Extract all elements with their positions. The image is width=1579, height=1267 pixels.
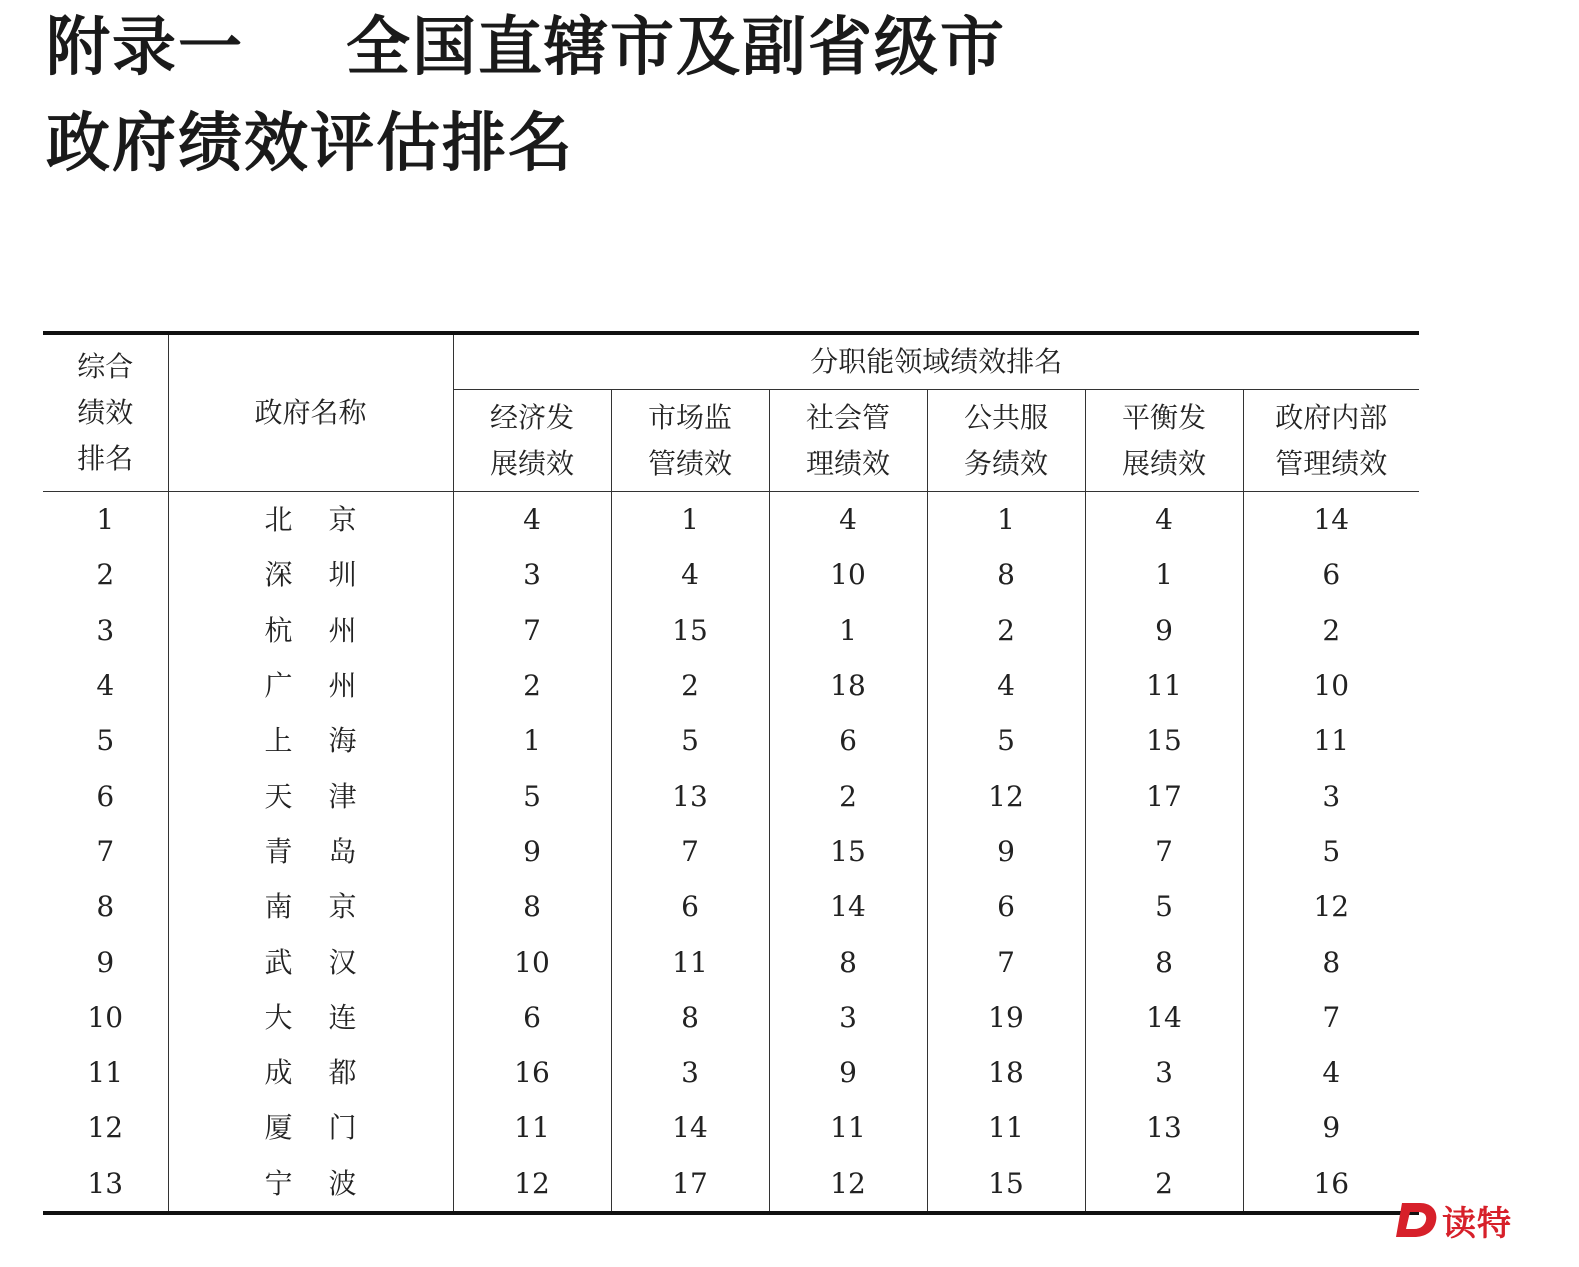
title-main: 全国直辖市及副省级市 bbox=[346, 11, 1006, 85]
government-name-cell: 深圳 bbox=[168, 547, 453, 602]
overall-rank-cell: 1 bbox=[43, 492, 168, 548]
dimension-rank-cell: 3 bbox=[1085, 1045, 1243, 1100]
dimension-rank-cell: 14 bbox=[769, 879, 927, 934]
table-row bbox=[43, 768, 1419, 823]
dimension-rank-cell: 8 bbox=[611, 990, 769, 1045]
overall-rank-cell: 2 bbox=[43, 547, 168, 602]
dimension-rank-cell: 2 bbox=[1085, 1156, 1243, 1213]
table-row bbox=[43, 1100, 1419, 1155]
dimension-rank-cell: 5 bbox=[1085, 879, 1243, 934]
table-body bbox=[43, 492, 1419, 1213]
dimension-rank-cell: 4 bbox=[769, 492, 927, 548]
table-row bbox=[43, 603, 1419, 658]
government-name-cell: 宁波 bbox=[168, 1156, 453, 1213]
dute-watermark bbox=[1396, 1194, 1536, 1246]
table-row bbox=[43, 1156, 1419, 1213]
table-row bbox=[43, 658, 1419, 713]
ranking-table-container bbox=[43, 331, 1419, 1215]
overall-rank-cell: 9 bbox=[43, 934, 168, 989]
dimension-rank-cell: 17 bbox=[611, 1156, 769, 1213]
dimension-rank-cell: 6 bbox=[1322, 558, 1341, 592]
dimension-rank-cell: 2 bbox=[769, 768, 927, 823]
dimension-rank-cell: 2 bbox=[1322, 613, 1341, 647]
dimension-rank-cell: 19 bbox=[927, 990, 1085, 1045]
overall-rank-cell: 10 bbox=[43, 990, 168, 1045]
government-name-cell: 成都 bbox=[168, 1045, 453, 1100]
government-name-cell: 上海 bbox=[168, 713, 453, 768]
dimension-rank-cell: 9 bbox=[453, 824, 611, 879]
government-name-cell: 南京 bbox=[168, 879, 453, 934]
government-name-cell: 大连 bbox=[168, 990, 453, 1045]
overall-rank-cell: 5 bbox=[43, 713, 168, 768]
government-name-cell: 武汉 bbox=[168, 934, 453, 989]
watermark-text: 读特 bbox=[1442, 1203, 1512, 1244]
table-row bbox=[43, 990, 1419, 1045]
dimension-rank-cell: 16 bbox=[1243, 1156, 1419, 1213]
dimension-rank-cell: 2 bbox=[611, 658, 769, 713]
dimension-rank-cell: 7 bbox=[1322, 1000, 1341, 1034]
dimension-rank-cell: 11 bbox=[611, 934, 769, 989]
dimension-rank-cell: 10 bbox=[769, 547, 927, 602]
header-dimension: 政府内部 管理绩效 bbox=[1243, 390, 1419, 492]
dimension-rank-cell: 4 bbox=[1322, 1056, 1341, 1090]
dimension-rank-cell: 12 bbox=[769, 1156, 927, 1213]
dimension-rank-cell: 12 bbox=[1313, 890, 1350, 924]
dimension-rank-cell: 10 bbox=[1313, 669, 1350, 703]
dimension-rank-cell: 7 bbox=[1085, 824, 1243, 879]
dimension-rank-cell: 2 bbox=[927, 603, 1085, 658]
dimension-rank-cell: 1 bbox=[611, 492, 769, 548]
dimension-rank-cell: 14 bbox=[1085, 990, 1243, 1045]
dimension-rank-cell: 8 bbox=[769, 934, 927, 989]
government-name-cell: 广州 bbox=[168, 658, 453, 713]
government-name-cell: 青岛 bbox=[168, 824, 453, 879]
dimension-rank-cell: 14 bbox=[1313, 503, 1350, 537]
government-name-cell: 天津 bbox=[168, 768, 453, 823]
overall-rank-cell: 8 bbox=[43, 879, 168, 934]
table-row bbox=[43, 879, 1419, 934]
dimension-rank-cell: 5 bbox=[453, 768, 611, 823]
dimension-rank-cell: 15 bbox=[927, 1156, 1085, 1213]
table-row bbox=[43, 713, 1419, 768]
header-overall-rank: 综合 绩效 排名 bbox=[43, 333, 168, 492]
dimension-rank-cell: 14 bbox=[611, 1100, 769, 1155]
dimension-rank-cell: 6 bbox=[927, 879, 1085, 934]
dimension-rank-cell: 9 bbox=[769, 1045, 927, 1100]
dimension-rank-cell: 6 bbox=[611, 879, 769, 934]
title-line-1 bbox=[46, 0, 1006, 96]
overall-rank-cell: 12 bbox=[43, 1100, 168, 1155]
dimension-rank-cell: 5 bbox=[1322, 834, 1341, 868]
dimension-rank-cell: 17 bbox=[1085, 768, 1243, 823]
dimension-rank-cell: 7 bbox=[611, 824, 769, 879]
dimension-rank-cell: 7 bbox=[927, 934, 1085, 989]
dimension-rank-cell: 15 bbox=[1085, 713, 1243, 768]
header-dimension: 公共服 务绩效 bbox=[927, 390, 1085, 492]
overall-rank-cell: 13 bbox=[43, 1156, 168, 1213]
dimension-rank-cell: 18 bbox=[769, 658, 927, 713]
table-row bbox=[43, 547, 1419, 602]
header-dimension: 平衡发 展绩效 bbox=[1085, 390, 1243, 492]
overall-rank-cell: 6 bbox=[43, 768, 168, 823]
dimension-rank-cell: 8 bbox=[1085, 934, 1243, 989]
dimension-rank-cell: 3 bbox=[611, 1045, 769, 1100]
dimension-rank-cell: 9 bbox=[1085, 603, 1243, 658]
dimension-rank-cell: 11 bbox=[453, 1100, 611, 1155]
overall-rank-cell: 11 bbox=[43, 1045, 168, 1100]
dimension-rank-cell: 9 bbox=[927, 824, 1085, 879]
dimension-rank-cell: 1 bbox=[769, 603, 927, 658]
dimension-rank-cell: 4 bbox=[611, 547, 769, 602]
government-name-cell: 北京 bbox=[168, 492, 453, 548]
dimension-rank-cell: 6 bbox=[453, 990, 611, 1045]
dimension-rank-cell: 11 bbox=[1085, 658, 1243, 713]
table-row bbox=[43, 824, 1419, 879]
dimension-rank-cell: 1 bbox=[927, 492, 1085, 548]
ranking-table bbox=[43, 331, 1419, 1215]
overall-rank-cell: 7 bbox=[43, 824, 168, 879]
header-government-name: 政府名称 bbox=[168, 333, 453, 492]
dimension-rank-cell: 3 bbox=[769, 990, 927, 1045]
dimension-rank-cell: 12 bbox=[927, 768, 1085, 823]
dimension-rank-cell: 10 bbox=[453, 934, 611, 989]
dimension-rank-cell: 9 bbox=[1322, 1111, 1341, 1145]
dute-d-logo-icon bbox=[1396, 1199, 1440, 1241]
header-functional-rankings: 分职能领域绩效排名 bbox=[453, 333, 1419, 390]
dimension-rank-cell: 1 bbox=[453, 713, 611, 768]
dimension-rank-cell: 13 bbox=[1085, 1100, 1243, 1155]
dimension-rank-cell: 18 bbox=[927, 1045, 1085, 1100]
dimension-rank-cell: 4 bbox=[927, 658, 1085, 713]
appendix-label: 附录一 bbox=[46, 11, 244, 85]
title-line-2: 政府绩效评估排名 bbox=[46, 107, 574, 181]
dimension-rank-cell: 8 bbox=[1322, 945, 1341, 979]
dimension-rank-cell: 12 bbox=[453, 1156, 611, 1213]
government-name-cell: 厦门 bbox=[168, 1100, 453, 1155]
header-dimension: 市场监 管绩效 bbox=[611, 390, 769, 492]
dimension-rank-cell: 8 bbox=[453, 879, 611, 934]
header-dimension: 经济发 展绩效 bbox=[453, 390, 611, 492]
overall-rank-cell: 4 bbox=[43, 658, 168, 713]
dimension-rank-cell: 3 bbox=[453, 547, 611, 602]
dimension-rank-cell: 4 bbox=[1085, 492, 1243, 548]
table-row bbox=[43, 492, 1419, 548]
dimension-rank-cell: 11 bbox=[769, 1100, 927, 1155]
dimension-rank-cell: 1 bbox=[1085, 547, 1243, 602]
dimension-rank-cell: 15 bbox=[769, 824, 927, 879]
dimension-rank-cell: 7 bbox=[453, 603, 611, 658]
dimension-rank-cell: 2 bbox=[453, 658, 611, 713]
dimension-rank-cell: 5 bbox=[611, 713, 769, 768]
table-row bbox=[43, 1045, 1419, 1100]
dimension-rank-cell: 3 bbox=[1322, 779, 1341, 813]
dimension-rank-cell: 5 bbox=[927, 713, 1085, 768]
dimension-rank-cell: 8 bbox=[927, 547, 1085, 602]
dimension-rank-cell: 13 bbox=[611, 768, 769, 823]
dimension-rank-cell: 15 bbox=[611, 603, 769, 658]
dimension-rank-cell: 11 bbox=[927, 1100, 1085, 1155]
government-name-cell: 杭州 bbox=[168, 603, 453, 658]
dimension-rank-cell: 16 bbox=[453, 1045, 611, 1100]
overall-rank-cell: 3 bbox=[43, 603, 168, 658]
dimension-rank-cell: 4 bbox=[453, 492, 611, 548]
page-title bbox=[46, 0, 1006, 192]
header-dimension: 社会管 理绩效 bbox=[769, 390, 927, 492]
table-row bbox=[43, 934, 1419, 989]
dimension-rank-cell: 11 bbox=[1313, 724, 1350, 758]
dimension-rank-cell: 6 bbox=[769, 713, 927, 768]
header-row-1 bbox=[43, 333, 1419, 390]
